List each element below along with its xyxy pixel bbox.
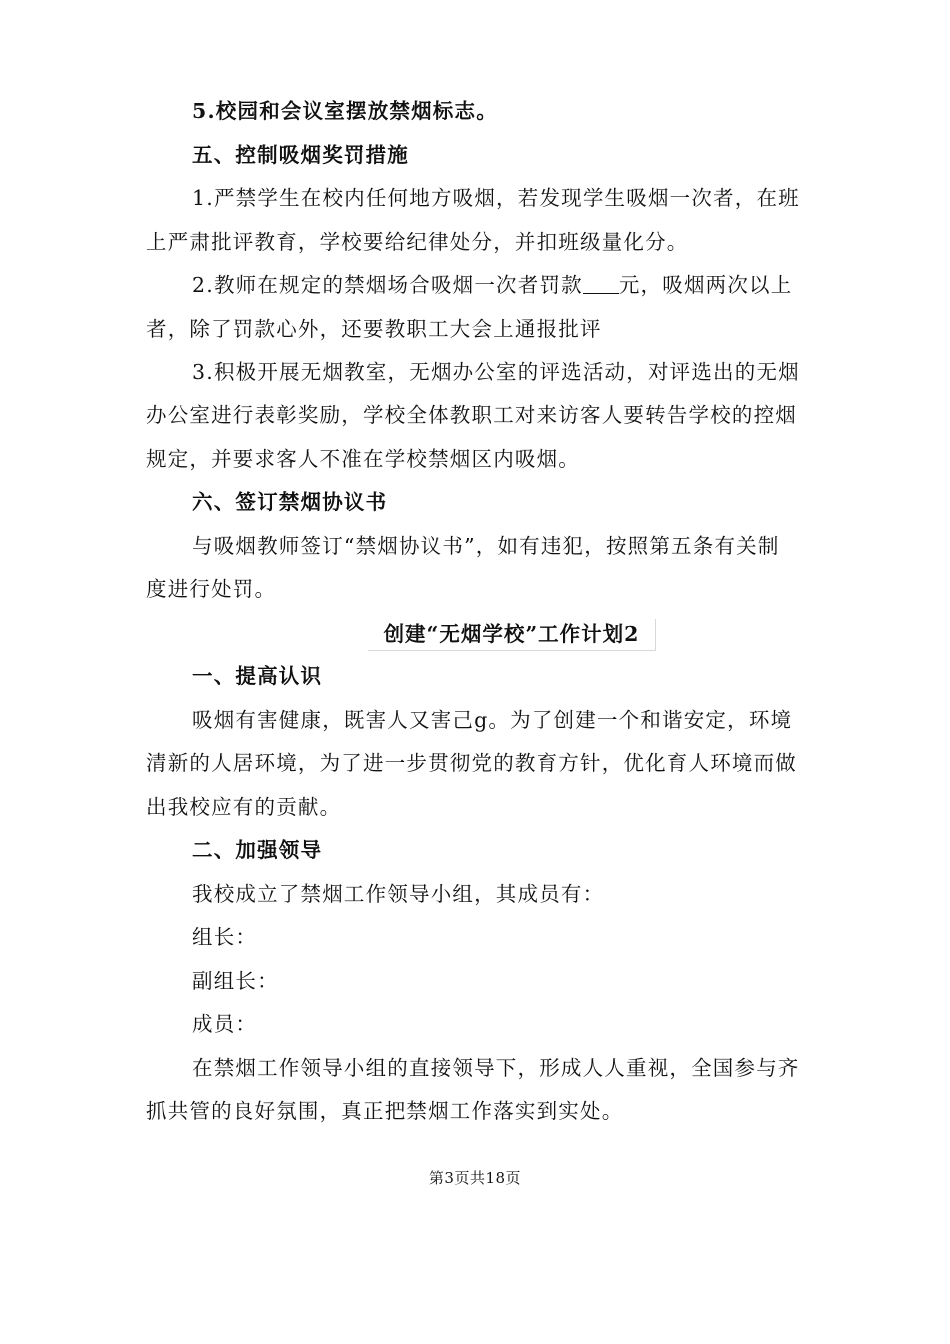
leadership-line-1: 在禁烟工作领导小组的直接领导下，形成人人重视，全国参与齐 — [192, 1056, 800, 1080]
rule-1-line-1: 1.严禁学生在校内任何地方吸烟，若发现学生吸烟一次者，在班 — [192, 186, 800, 210]
leadership-line-2: 抓共管的良好氛围，真正把禁烟工作落实到实处。 — [146, 1099, 624, 1123]
rule-1-line-2: 上严肃批评教育，学校要给纪律处分，并扣班级量化分。 — [146, 230, 689, 254]
rule-2-text-after-blank: 元，吸烟两次以上 — [618, 273, 793, 297]
awareness-line-2: 清新的人居环境，为了进一步贯彻党的教育方针，优化育人环境而做 — [146, 751, 797, 775]
item-5-signage: 5.校园和会议室摆放禁烟标志。 — [192, 99, 498, 123]
deputy-leader-label: 副组长： — [192, 969, 279, 993]
awareness-line-3: 出我校应有的贡献。 — [146, 795, 342, 819]
section-title-plan-2: 创建“无烟学校”工作计划2 — [368, 619, 656, 651]
heading-strengthen-leadership: 二、加强领导 — [192, 838, 323, 862]
rule-3-line-1: 3.积极开展无烟教室，无烟办公室的评选活动，对评选出的无烟 — [192, 360, 800, 384]
agreement-line-1: 与吸烟教师签订“禁烟协议书”，如有违犯，按照第五条有关制 — [192, 534, 780, 558]
heading-reward-punishment: 五、控制吸烟奖罚措施 — [192, 143, 409, 167]
rule-2-line-2: 者，除了罚款心外，还要教职工大会上通报批评 — [146, 317, 602, 341]
fine-amount-blank — [583, 273, 619, 294]
rule-2-line-1 — [192, 271, 818, 299]
leadership-intro: 我校成立了禁烟工作领导小组，其成员有： — [192, 882, 605, 906]
heading-sign-agreement: 六、签订禁烟协议书 — [192, 490, 388, 514]
agreement-line-2: 度进行处罚。 — [146, 577, 277, 601]
rule-3-line-2: 办公室进行表彰奖励，学校全体教职工对来访客人要转告学校的控烟 — [146, 403, 797, 427]
members-label: 成员： — [192, 1012, 258, 1036]
rule-2-text-before-blank: 2.教师在规定的禁烟场合吸烟一次者罚款 — [192, 273, 583, 297]
heading-raise-awareness: 一、提高认识 — [192, 664, 323, 688]
rule-3-line-3: 规定，并要求客人不准在学校禁烟区内吸烟。 — [146, 447, 580, 471]
page-number-footer: 第3页共18页 — [428, 1169, 522, 1187]
team-leader-label: 组长： — [192, 925, 258, 949]
awareness-line-1: 吸烟有害健康，既害人又害己g。为了创建一个和谐安定，环境 — [192, 708, 793, 732]
